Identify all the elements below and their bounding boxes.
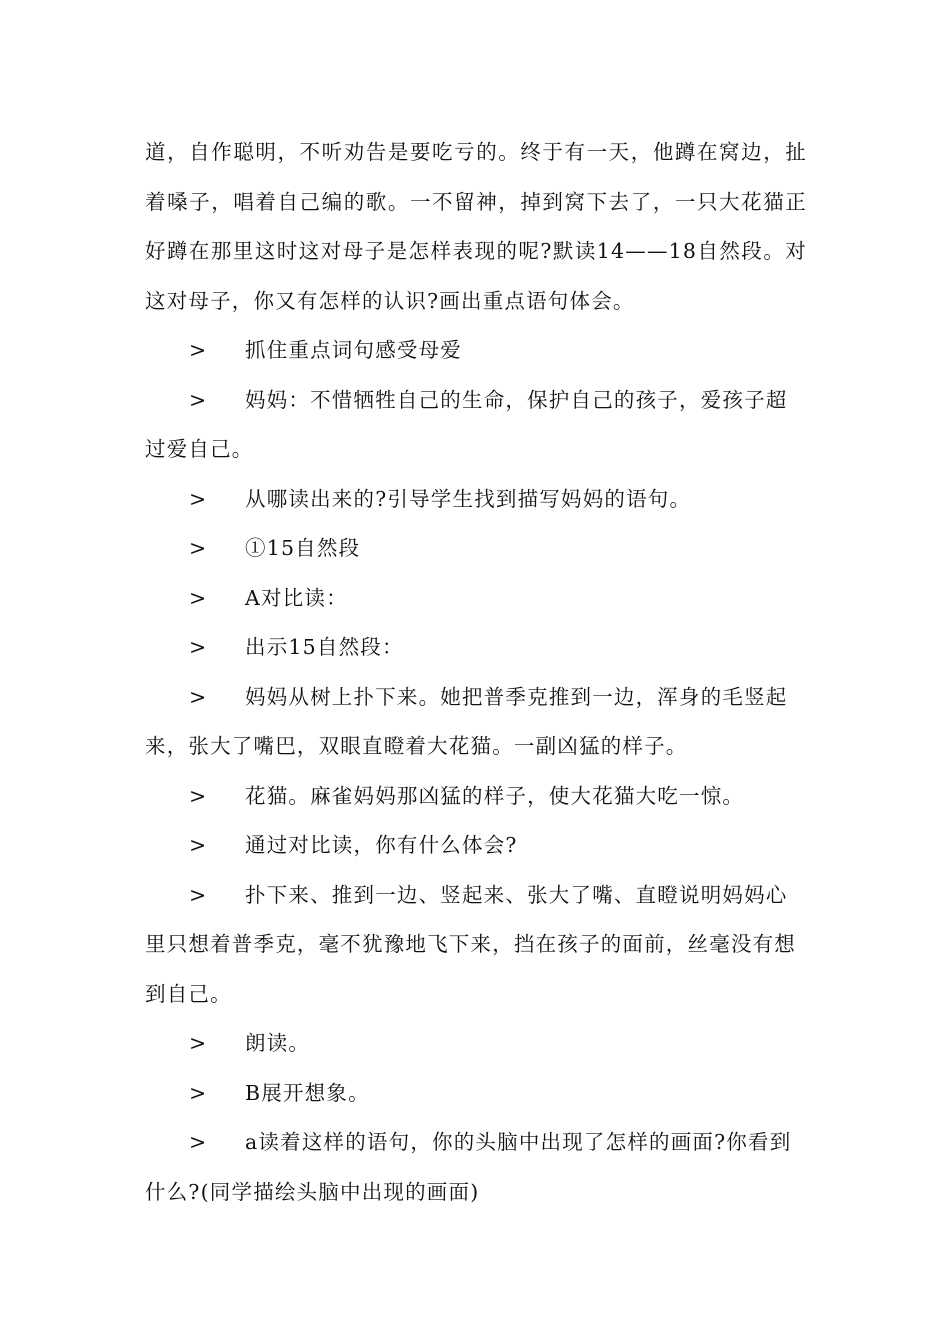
bullet-marker: > <box>189 833 208 857</box>
list-item <box>145 821 807 871</box>
document-page <box>145 128 807 1217</box>
bullet-marker: > <box>189 338 208 362</box>
bullet-marker: > <box>189 684 208 709</box>
bullet-marker: > <box>189 1080 208 1105</box>
list-item-text: A对比读： <box>245 585 348 610</box>
bullet-marker: > <box>189 1031 208 1055</box>
list-item-text: a读着这样的语句，你的头脑中出现了怎样的画面?你看到什么?(同学描绘头脑中出现的画面) <box>145 1130 792 1204</box>
list-item <box>145 1019 807 1069</box>
list-item-text: 妈妈：不惜牺牲自己的生命，保护自己的孩子，爱孩子超过爱自己。 <box>145 387 788 461</box>
list-item-text: 从哪读出来的?引导学生找到描写妈妈的语句。 <box>245 486 692 511</box>
list-item-text: 抓住重点词句感受母爱 <box>245 338 462 362</box>
list-item <box>145 1118 807 1217</box>
bullet-marker: > <box>189 387 208 412</box>
bullet-marker: > <box>189 536 208 560</box>
list-item <box>145 326 807 376</box>
list-item-text: 扑下来、推到一边、竖起来、张大了嘴、直瞪说明妈妈心里只想着普季克，毫不犹豫地飞下来，挡在孩子的面前，丝毫没有想到自己。 <box>145 882 796 1006</box>
list-item-text: B展开想象。 <box>245 1080 370 1105</box>
intro-paragraph: 道，自作聪明，不听劝告是要吃亏的。终于有一天，他蹲在窝边，扯着嗓子，唱着自己编的歌。一不留神，掉到窝下去了，一只大花猫正好蹲在那里这时这对母子是怎样表现的呢?默读14——18自然段。对这对母子，你又有怎样的认识?画出重点语句体会。 <box>145 140 807 313</box>
bullet-marker: > <box>189 635 208 659</box>
bullet-marker: > <box>189 882 208 907</box>
bullet-marker: > <box>189 783 208 808</box>
list-item <box>145 871 807 1020</box>
list-item <box>145 524 807 574</box>
list-item-text: 花猫。麻雀妈妈那凶猛的样子，使大花猫大吃一惊。 <box>245 783 745 808</box>
bullet-marker: > <box>189 585 208 610</box>
list-item <box>145 1069 807 1119</box>
list-item <box>145 673 807 772</box>
list-item-text: 出示15自然段： <box>245 635 404 659</box>
list-item-text: 通过对比读，你有什么体会? <box>245 833 518 857</box>
list-item <box>145 376 807 475</box>
list-item <box>145 574 807 624</box>
list-item-text: ①15自然段 <box>245 536 361 560</box>
list-item-text: 朗读。 <box>245 1031 311 1055</box>
list-item <box>145 475 807 525</box>
bullet-marker: > <box>189 1130 208 1154</box>
list-item <box>145 772 807 822</box>
list-item-text: 妈妈从树上扑下来。她把普季克推到一边，浑身的毛竖起来，张大了嘴巴，双眼直瞪着大花猫。一副凶猛的样子。 <box>145 684 788 758</box>
list-item <box>145 623 807 673</box>
bullet-marker: > <box>189 486 208 511</box>
